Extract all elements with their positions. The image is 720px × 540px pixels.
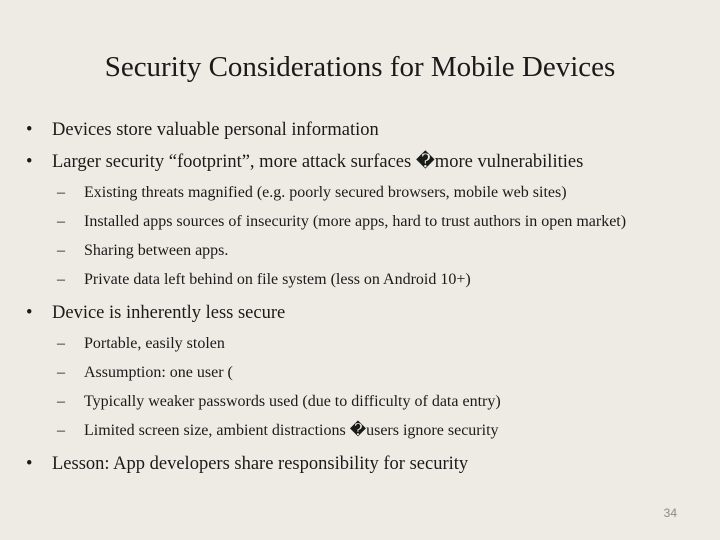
sub-bullet-text: Sharing between apps. <box>84 242 229 259</box>
sub-bullet-list <box>26 182 706 291</box>
bullet-text: Lesson: App developers share responsibility for security <box>52 454 469 474</box>
sub-bullet-text: Private data left behind on file system (less on Android 10+) <box>84 271 471 288</box>
sub-bullet-item <box>26 420 706 442</box>
bullet-item <box>26 301 706 325</box>
sub-bullet-text: Limited screen size, ambient distractions �users ignore security <box>84 422 499 439</box>
bullet-marker: • <box>26 454 33 474</box>
sub-bullet-text: Typically weaker passwords used (due to difficulty of data entry) <box>84 393 501 410</box>
bullet-text: Devices store valuable personal information <box>52 120 379 140</box>
dash-marker: – <box>57 335 65 352</box>
sub-bullet-item <box>26 391 706 413</box>
sub-bullet-text: Existing threats magnified (e.g. poorly secured browsers, mobile web sites) <box>84 184 567 201</box>
bullet-marker: • <box>26 152 33 172</box>
dash-marker: – <box>57 271 65 288</box>
bullet-text: Device is inherently less secure <box>52 303 286 323</box>
sub-bullet-item <box>26 182 706 204</box>
sub-bullet-list <box>26 333 706 442</box>
sub-bullet-item <box>26 333 706 355</box>
bullet-item <box>26 118 706 142</box>
dash-marker: – <box>57 184 65 201</box>
bullet-text: Larger security “footprint”, more attack surfaces �more vulnerabilities <box>52 152 584 172</box>
dash-marker: – <box>57 422 65 439</box>
page-number: 34 <box>663 506 677 520</box>
sub-bullet-item <box>26 269 706 291</box>
bullet-item <box>26 452 706 476</box>
bullet-item <box>26 150 706 174</box>
dash-marker: – <box>57 393 65 410</box>
sub-bullet-text: Assumption: one user ( <box>84 364 233 381</box>
sub-bullet-item <box>26 240 706 262</box>
sub-bullet-item <box>26 362 706 384</box>
dash-marker: – <box>57 364 65 381</box>
dash-marker: – <box>57 242 65 259</box>
sub-bullet-item <box>26 211 706 233</box>
sub-bullet-text: Portable, easily stolen <box>84 335 225 352</box>
sub-bullet-text: Installed apps sources of insecurity (more apps, hard to trust authors in open market) <box>84 213 627 230</box>
slide-title: Security Considerations for Mobile Devices <box>104 51 616 83</box>
bullet-list <box>26 118 706 484</box>
dash-marker: – <box>57 213 65 230</box>
bullet-marker: • <box>26 120 33 140</box>
bullet-marker: • <box>26 303 33 323</box>
